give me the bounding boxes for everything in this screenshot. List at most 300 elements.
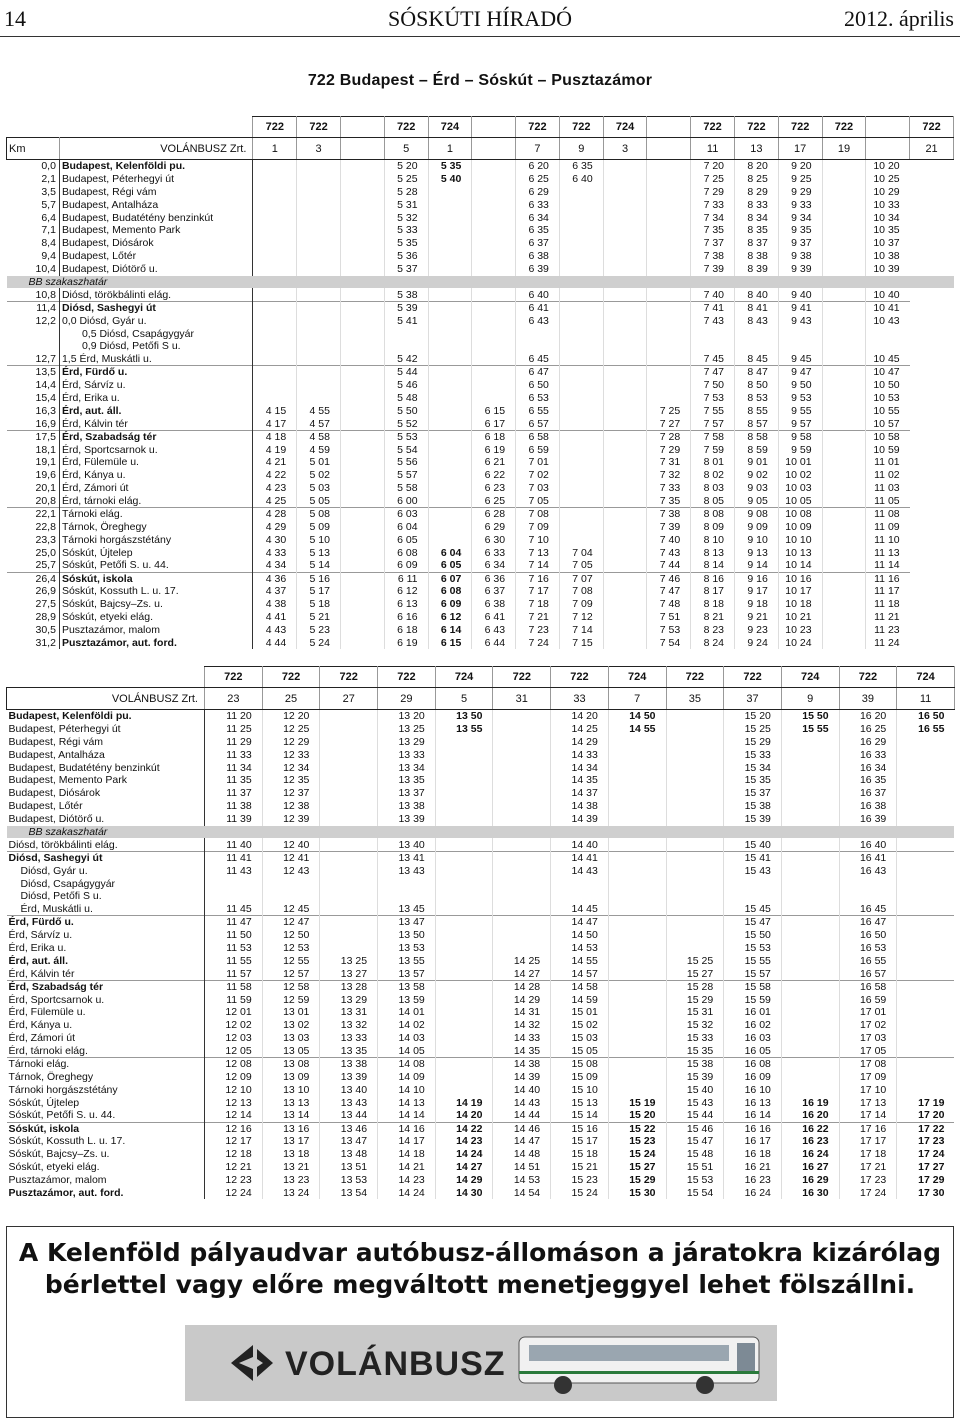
departure-time [428, 263, 472, 276]
departure-time: 10 41 [866, 301, 910, 314]
stop-name: Sóskút, Kossuth L. u. 17. [59, 585, 252, 598]
departure-time [647, 288, 691, 301]
departure-time: 11 02 [866, 469, 910, 482]
departure-time [822, 198, 866, 211]
departure-time: 16 41 [839, 851, 897, 864]
departure-time [472, 288, 516, 301]
departure-time: 5 37 [384, 263, 428, 276]
table-row [7, 1006, 955, 1019]
stop-name: Érd, Sportcsarnok u. [7, 993, 205, 1006]
km-value: 11,4 [7, 301, 60, 314]
departure-time: 4 33 [253, 546, 297, 559]
table-row [7, 1045, 955, 1058]
table-row [7, 469, 954, 482]
departure-time: 8 35 [735, 224, 779, 237]
departure-time: 10 24 [778, 636, 822, 649]
departure-time: 14 50 [608, 710, 666, 723]
table-row [7, 533, 954, 546]
departure-time [297, 198, 341, 211]
departure-time: 8 10 [691, 533, 735, 546]
table-row [7, 1070, 955, 1083]
departure-time [608, 1019, 666, 1032]
departure-time [559, 198, 603, 211]
departure-time: 15 41 [724, 851, 782, 864]
departure-time [297, 301, 341, 314]
stop-name: Sóskút, iskola [59, 572, 252, 585]
departure-time: 8 21 [691, 611, 735, 624]
departure-time: 15 23 [608, 1135, 666, 1148]
departure-time: 16 20 [839, 710, 897, 723]
departure-time [897, 864, 955, 877]
departure-time [559, 417, 603, 430]
volanbusz-banner [185, 1325, 777, 1401]
table-row [7, 864, 955, 877]
table-row [7, 1019, 955, 1032]
table-row [7, 890, 955, 903]
departure-time: 13 33 [320, 1032, 378, 1045]
departure-time: 13 50 [378, 929, 436, 942]
departure-time [778, 327, 822, 340]
departure-time [493, 864, 551, 877]
departure-time: 9 39 [778, 263, 822, 276]
departure-time [435, 748, 493, 761]
departure-time [666, 813, 724, 826]
departure-time: 15 45 [724, 903, 782, 916]
departure-time [559, 533, 603, 546]
trip-number: 1 [253, 138, 297, 160]
km-value: 16,3 [7, 404, 60, 417]
departure-time [493, 800, 551, 813]
departure-time: 16 55 [839, 954, 897, 967]
stop-name: Érd, tárnoki elág. [7, 1045, 205, 1058]
departure-time [608, 942, 666, 955]
departure-time: 7 12 [559, 611, 603, 624]
departure-time [897, 851, 955, 864]
departure-time [472, 353, 516, 366]
departure-time [253, 301, 297, 314]
departure-time [897, 929, 955, 942]
departure-time: 8 24 [691, 636, 735, 649]
departure-time: 4 43 [253, 624, 297, 637]
departure-time: 8 37 [735, 237, 779, 250]
departure-time [647, 327, 691, 340]
departure-time: 8 53 [735, 392, 779, 405]
table-row [7, 301, 954, 314]
departure-time: 10 34 [866, 211, 910, 224]
departure-time: 7 31 [647, 456, 691, 469]
table-row [7, 903, 955, 916]
departure-time [340, 301, 384, 314]
table-row [7, 559, 954, 572]
trip-number [340, 138, 384, 160]
departure-time [781, 813, 839, 826]
departure-time: 7 55 [691, 404, 735, 417]
stop-name: Sóskút, etyeki elág. [59, 611, 252, 624]
departure-time: 6 09 [428, 598, 472, 611]
departure-time: 6 41 [472, 611, 516, 624]
departure-time [435, 787, 493, 800]
stop-name: Sóskút, Újtelep [59, 546, 252, 559]
departure-time [320, 774, 378, 787]
departure-time [297, 172, 341, 185]
departure-time: 7 37 [691, 237, 735, 250]
departure-time [666, 787, 724, 800]
departure-time: 16 57 [839, 967, 897, 980]
departure-time [428, 353, 472, 366]
departure-time [253, 224, 297, 237]
departure-time: 9 59 [778, 443, 822, 456]
km-value: 2,1 [7, 172, 60, 185]
table-row [7, 456, 954, 469]
departure-time: 14 02 [378, 1019, 436, 1032]
departure-time [493, 890, 551, 903]
departure-time [435, 967, 493, 980]
departure-time [608, 813, 666, 826]
departure-time [666, 864, 724, 877]
stop-name: Sóskút, Bajcsy–Zs. u. [59, 598, 252, 611]
trip-number: 7 [516, 138, 560, 160]
stop-name: Budapest, Antalháza [59, 198, 252, 211]
departure-time [253, 353, 297, 366]
departure-time: 13 41 [378, 851, 436, 864]
departure-time [559, 404, 603, 417]
departure-time: 8 45 [735, 353, 779, 366]
departure-time: 6 09 [384, 559, 428, 572]
departure-time: 6 43 [472, 624, 516, 637]
departure-time [493, 929, 551, 942]
departure-time [647, 250, 691, 263]
departure-time: 4 37 [253, 585, 297, 598]
departure-time: 15 21 [551, 1161, 609, 1174]
departure-time: 14 47 [551, 916, 609, 929]
departure-time: 14 21 [378, 1161, 436, 1174]
departure-time [297, 379, 341, 392]
departure-time [608, 916, 666, 929]
departure-time: 13 28 [320, 980, 378, 993]
table-row [7, 379, 954, 392]
departure-time [603, 250, 647, 263]
departure-time: 14 34 [551, 761, 609, 774]
departure-time: 16 10 [724, 1083, 782, 1096]
departure-time [435, 1058, 493, 1071]
departure-time [428, 392, 472, 405]
departure-time: 14 23 [378, 1174, 436, 1187]
departure-time: 12 59 [262, 993, 320, 1006]
departure-time [781, 1070, 839, 1083]
departure-time [340, 417, 384, 430]
departure-time [516, 327, 560, 340]
departure-time: 8 57 [735, 417, 779, 430]
line-number: 724 [428, 117, 472, 138]
departure-time [781, 787, 839, 800]
stop-name: Érd, Fürdő u. [7, 916, 205, 929]
departure-time [603, 185, 647, 198]
departure-time: 9 38 [778, 250, 822, 263]
departure-time [897, 877, 955, 890]
departure-time [472, 224, 516, 237]
departure-time [608, 774, 666, 787]
departure-time [472, 172, 516, 185]
departure-time [724, 877, 782, 890]
departure-time: 11 13 [866, 546, 910, 559]
departure-time [297, 263, 341, 276]
departure-time [647, 301, 691, 314]
table-row [7, 722, 955, 735]
departure-time: 6 12 [384, 585, 428, 598]
trip-number: 9 [559, 138, 603, 160]
line-number-row [7, 117, 954, 138]
departure-time [603, 288, 647, 301]
departure-time: 12 25 [262, 722, 320, 735]
departure-time [666, 800, 724, 813]
departure-time [493, 735, 551, 748]
stop-name: Diósd, törökbálinti elág. [59, 288, 252, 301]
departure-time: 7 21 [516, 611, 560, 624]
km-value: 25,0 [7, 546, 60, 559]
departure-time: 15 28 [666, 980, 724, 993]
departure-time: 14 27 [435, 1161, 493, 1174]
departure-time: 15 30 [608, 1186, 666, 1199]
departure-time: 6 34 [472, 559, 516, 572]
departure-time [559, 314, 603, 327]
stop-name: Érd, Kánya u. [59, 469, 252, 482]
departure-time [493, 877, 551, 890]
departure-time: 15 20 [608, 1109, 666, 1122]
departure-time [822, 250, 866, 263]
departure-time: 15 16 [551, 1122, 609, 1135]
departure-time: 6 44 [472, 636, 516, 649]
departure-time: 17 24 [839, 1186, 897, 1199]
departure-time [435, 916, 493, 929]
departure-time [603, 314, 647, 327]
volanbusz-logo-text: VOLÁNBUSZ [285, 1345, 506, 1383]
departure-time: 12 33 [262, 748, 320, 761]
departure-time [647, 198, 691, 211]
departure-time [822, 598, 866, 611]
departure-time [822, 508, 866, 521]
stop-name: Diósd, Gyár u. [7, 864, 205, 877]
departure-time [559, 482, 603, 495]
departure-time [320, 735, 378, 748]
departure-time: 14 13 [378, 1096, 436, 1109]
stop-name: Érd, Kánya u. [7, 1019, 205, 1032]
departure-time [822, 443, 866, 456]
km-value: 10,8 [7, 288, 60, 301]
stop-name: Budapest, Régi vám [7, 735, 205, 748]
table-row [7, 404, 954, 417]
departure-time [781, 761, 839, 774]
departure-time: 4 28 [253, 508, 297, 521]
departure-time [320, 851, 378, 864]
departure-time [559, 508, 603, 521]
km-value: 9,4 [7, 250, 60, 263]
stop-name: Budapest, Kelenföldi pu. [59, 160, 252, 173]
departure-time [253, 263, 297, 276]
departure-time: 15 25 [724, 722, 782, 735]
line-number: 722 [691, 117, 735, 138]
departure-time: 10 45 [866, 353, 910, 366]
departure-time [822, 392, 866, 405]
departure-time: 8 34 [735, 211, 779, 224]
line-number: 722 [551, 667, 609, 688]
km-value: 26,4 [7, 572, 60, 585]
departure-time: 13 25 [378, 722, 436, 735]
departure-time: 17 22 [897, 1122, 955, 1135]
departure-time [822, 340, 866, 353]
departure-time: 7 53 [647, 624, 691, 637]
departure-time [253, 340, 297, 353]
line-number: 722 [822, 117, 866, 138]
departure-time: 6 15 [472, 404, 516, 417]
km-value: 22,8 [7, 520, 60, 533]
departure-time [472, 160, 516, 173]
departure-time: 14 43 [551, 864, 609, 877]
stop-name: Érd, Erika u. [59, 392, 252, 405]
departure-time: 11 17 [866, 585, 910, 598]
trip-number: 29 [378, 688, 436, 710]
departure-time: 16 53 [839, 942, 897, 955]
departure-time: 15 34 [724, 761, 782, 774]
departure-time: 7 59 [691, 443, 735, 456]
departure-time: 5 58 [384, 482, 428, 495]
line-number: 722 [205, 667, 263, 688]
departure-time: 6 35 [516, 224, 560, 237]
departure-time [603, 366, 647, 379]
departure-time: 14 35 [551, 774, 609, 787]
departure-time [493, 903, 551, 916]
departure-time [472, 301, 516, 314]
operator-name: VOLÁNBUSZ Zrt. [7, 688, 205, 710]
departure-time: 8 16 [691, 572, 735, 585]
departure-time: 13 23 [262, 1174, 320, 1187]
departure-time [781, 954, 839, 967]
line-number: 722 [666, 667, 724, 688]
km-value [7, 340, 60, 353]
departure-time: 4 21 [253, 456, 297, 469]
departure-time: 6 37 [516, 237, 560, 250]
departure-time [897, 980, 955, 993]
line-number: 724 [435, 667, 493, 688]
departure-time: 10 05 [778, 495, 822, 508]
departure-time: 15 27 [666, 967, 724, 980]
table-row [7, 761, 955, 774]
departure-time: 6 50 [516, 379, 560, 392]
departure-time: 13 33 [378, 748, 436, 761]
departure-time: 14 50 [551, 929, 609, 942]
departure-time: 14 37 [551, 787, 609, 800]
departure-time [435, 980, 493, 993]
timetable-morning [6, 116, 954, 649]
departure-time: 16 37 [839, 787, 897, 800]
line-number: 722 [262, 667, 320, 688]
departure-time: 5 44 [384, 366, 428, 379]
departure-time: 6 12 [428, 611, 472, 624]
table-row [7, 1058, 955, 1071]
departure-time: 13 13 [262, 1096, 320, 1109]
departure-time [781, 942, 839, 955]
departure-time [340, 636, 384, 649]
departure-time [262, 877, 320, 890]
line-number: 724 [603, 117, 647, 138]
departure-time: 16 24 [781, 1148, 839, 1161]
departure-time [608, 1070, 666, 1083]
departure-time: 17 03 [839, 1032, 897, 1045]
stop-name: Érd, Sárvíz u. [7, 929, 205, 942]
departure-time [839, 877, 897, 890]
departure-time: 7 45 [691, 353, 735, 366]
departure-time [603, 211, 647, 224]
departure-time: 7 18 [516, 598, 560, 611]
departure-time [253, 160, 297, 173]
departure-time: 8 02 [691, 469, 735, 482]
km-value: 23,3 [7, 533, 60, 546]
departure-time [428, 379, 472, 392]
departure-time: 6 34 [516, 211, 560, 224]
departure-time [897, 1006, 955, 1019]
departure-time [608, 761, 666, 774]
departure-time [340, 585, 384, 598]
departure-time: 9 20 [778, 160, 822, 173]
departure-time: 14 30 [435, 1186, 493, 1199]
km-value: 8,4 [7, 237, 60, 250]
departure-time [435, 1006, 493, 1019]
departure-time: 10 55 [866, 404, 910, 417]
line-number: 722 [910, 117, 954, 138]
departure-time [897, 890, 955, 903]
departure-time [603, 404, 647, 417]
departure-time: 14 20 [435, 1109, 493, 1122]
departure-time: 13 45 [378, 903, 436, 916]
table-row [7, 851, 955, 864]
departure-time: 5 09 [297, 520, 341, 533]
departure-time [493, 787, 551, 800]
departure-time: 6 33 [472, 546, 516, 559]
departure-time: 8 13 [691, 546, 735, 559]
departure-time [608, 967, 666, 980]
departure-time [472, 340, 516, 353]
departure-time: 14 51 [493, 1161, 551, 1174]
departure-time: 14 44 [493, 1109, 551, 1122]
departure-time [647, 314, 691, 327]
departure-time: 12 40 [262, 838, 320, 851]
trip-number: 21 [910, 138, 954, 160]
departure-time [897, 1083, 955, 1096]
departure-time: 14 47 [493, 1135, 551, 1148]
stop-name: Sóskút, Petőfi S. u. 44. [59, 559, 252, 572]
departure-time: 10 08 [778, 508, 822, 521]
departure-time: 10 13 [778, 546, 822, 559]
departure-time [253, 288, 297, 301]
departure-time: 8 55 [735, 404, 779, 417]
departure-time: 5 56 [384, 456, 428, 469]
trip-number: 7 [608, 688, 666, 710]
departure-time: 13 21 [262, 1161, 320, 1174]
departure-time: 5 41 [384, 314, 428, 327]
table-row [7, 1109, 955, 1122]
departure-time [603, 224, 647, 237]
departure-time [822, 624, 866, 637]
departure-time: 4 30 [253, 533, 297, 546]
departure-time [340, 482, 384, 495]
departure-time: 6 20 [516, 160, 560, 173]
departure-time: 16 01 [724, 1006, 782, 1019]
departure-time: 11 59 [205, 993, 263, 1006]
departure-time [897, 813, 955, 826]
departure-time: 5 17 [297, 585, 341, 598]
departure-time: 8 20 [735, 160, 779, 173]
table-row [7, 735, 955, 748]
km-value: 16,9 [7, 417, 60, 430]
